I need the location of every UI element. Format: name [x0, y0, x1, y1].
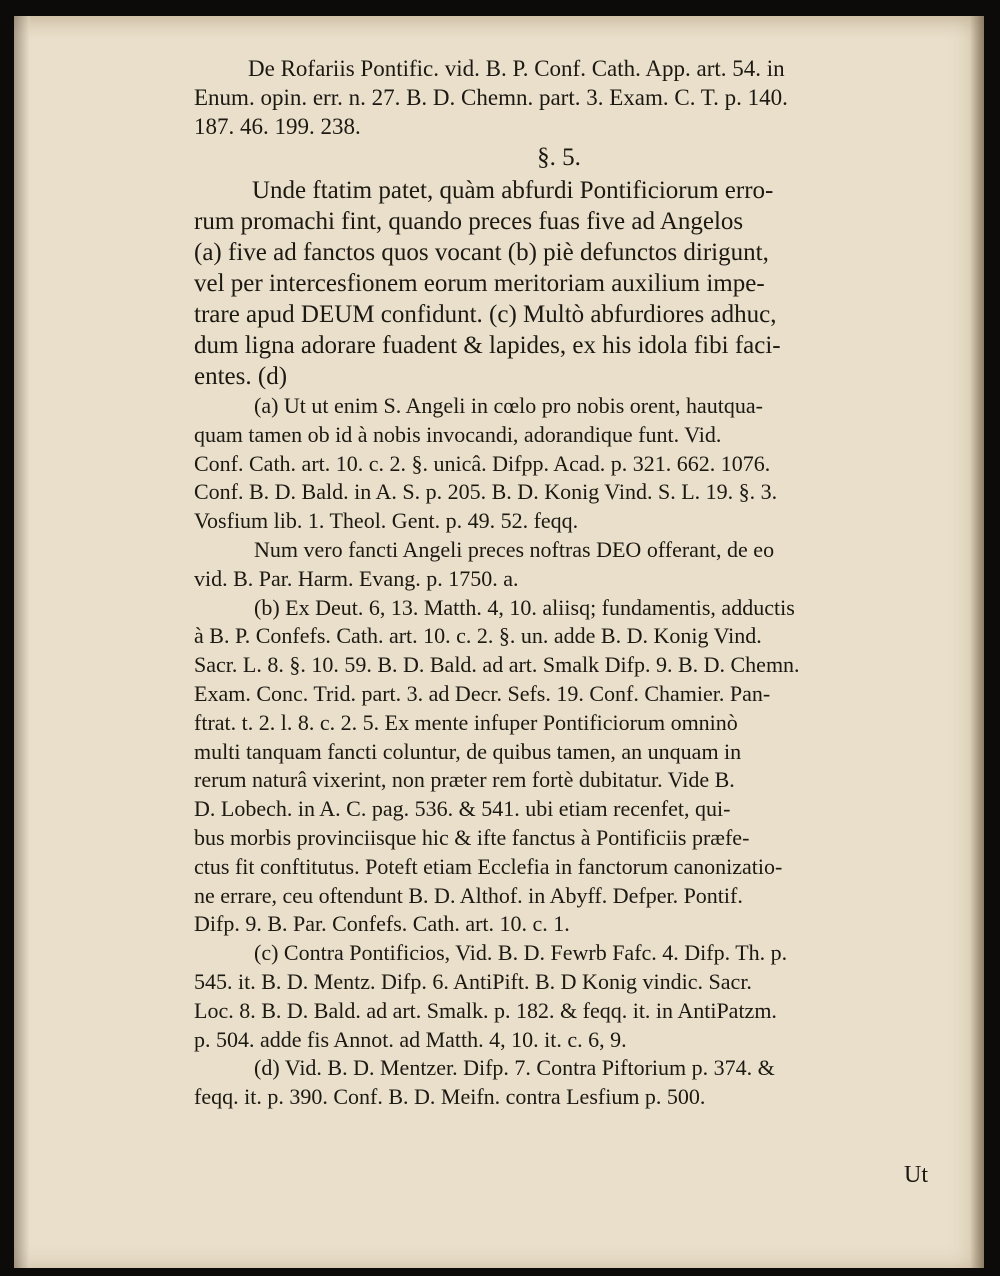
footnote-line: Vosfium lib. 1. Theol. Gent. p. 49. 52. feqq. — [194, 508, 579, 534]
footnote-line: p. 504. adde fis Annot. ad Matth. 4, 10. it. c. 6, 9. — [194, 1026, 627, 1052]
text-line: dum ligna adorare fuadent & lapides, ex his idola fibi faci- — [194, 332, 781, 359]
footnote-line: ftrat. t. 2. l. 8. c. 2. 5. Ex mente infuper Pontificiorum omninò — [194, 709, 738, 735]
footnote-line: 545. it. B. D. Mentz. Difp. 6. AntiPift. B. D Konig vindic. Sacr. — [194, 968, 752, 994]
text-line: rum promachi fint, quando preces fuas five ad Angelos — [194, 208, 744, 235]
footnote-line: quam tamen ob id à nobis invocandi, adorandique funt. Vid. — [194, 421, 722, 447]
text-line: (a) five ad fanctos quos vocant (b) piè defunctos dirigunt, — [194, 239, 769, 266]
footnote-line: (c) Contra Pontificios, Vid. B. D. Fewrb Fafc. 4. Difp. Th. p. — [254, 940, 788, 966]
footnote-line: à B. P. Confefs. Cath. art. 10. c. 2. §. un. adde B. D. Konig Vind. — [194, 623, 762, 649]
footnote-line: bus morbis provinciisque hic & ifte fanctus à Pontificiis præfe- — [194, 824, 750, 850]
footnote-line: Difp. 9. B. Par. Confefs. Cath. art. 10. c. 1. — [194, 911, 570, 937]
footnote-line: D. Lobech. in A. C. pag. 536. & 541. ubi etiam recenfet, qui- — [194, 796, 731, 822]
book-page — [14, 16, 984, 1268]
reference-line: De Rofariis Pontific. vid. B. P. Conf. Cath. App. art. 54. in — [248, 56, 785, 81]
footnote-line: Sacr. L. 8. §. 10. 59. B. D. Bald. ad art. Smalk Difp. 9. B. D. Chemn. — [194, 652, 800, 678]
reference-line: 187. 46. 199. 238. — [194, 114, 361, 139]
text-line: vel per intercesfionem eorum meritoriam auxilium impe- — [194, 270, 765, 297]
footnote-line: (b) Ex Deut. 6, 13. Matth. 4, 10. aliisq; fundamentis, adductis — [254, 594, 795, 620]
footnote-line: multi tanquam fancti coluntur, de quibus tamen, an unquam in — [194, 738, 742, 764]
footnote-line: Loc. 8. B. D. Bald. ad art. Smalk. p. 182. & feqq. it. in AntiPatzm. — [194, 997, 777, 1023]
footnote-line: Num vero fancti Angeli preces noftras DEO offerant, de eo — [254, 536, 775, 562]
page-edge-shadow — [970, 16, 984, 1268]
section-heading: §. 5. — [537, 144, 581, 171]
footnote-line: Conf. Cath. art. 10. c. 2. §. unicâ. Difpp. Acad. p. 321. 662. 1076. — [194, 450, 771, 476]
page-gutter-shadow — [14, 16, 30, 1268]
footnote-line: (a) Ut ut enim S. Angeli in cœlo pro nobis orent, hautqua- — [254, 393, 763, 418]
text-line: trare apud DEUM confidunt. (c) Multò abfurdiores adhuc, — [194, 301, 777, 328]
footnotes — [194, 392, 924, 1112]
footnote-line: ctus fit conftitutus. Poteft etiam Ecclefia in fanctorum canonizatio- — [194, 853, 783, 879]
text-line: entes. (d) — [194, 363, 288, 390]
text-line: Unde ftatim patet, quàm abfurdi Pontificiorum erro- — [252, 177, 774, 204]
footnote-line: feqq. it. p. 390. Conf. B. D. Meifn. contra Lesfium p. 500. — [194, 1084, 706, 1110]
page-content — [194, 54, 924, 1112]
main-paragraph — [194, 175, 924, 392]
catchword: Ut — [904, 1162, 928, 1188]
footnote-line: ne errare, ceu oftendunt B. D. Althof. in Abyff. Defper. Pontif. — [194, 882, 743, 908]
footnote-line: (d) Vid. B. D. Mentzer. Difp. 7. Contra Piftorium p. 374. & — [254, 1055, 775, 1081]
footnote-line: vid. B. Par. Harm. Evang. p. 1750. a. — [194, 565, 519, 591]
footnote-line: rerum naturâ vixerint, non præter rem fortè dubitatur. Vide B. — [194, 767, 735, 793]
reference-block — [194, 54, 924, 141]
footnote-line: Exam. Conc. Trid. part. 3. ad Decr. Sefs. 19. Conf. Chamier. Pan- — [194, 680, 771, 706]
reference-line: Enum. opin. err. n. 27. B. D. Chemn. part. 3. Exam. C. T. p. 140. — [194, 85, 788, 110]
footnote-line: Conf. B. D. Bald. in A. S. p. 205. B. D. Konig Vind. S. L. 19. §. 3. — [194, 479, 778, 505]
